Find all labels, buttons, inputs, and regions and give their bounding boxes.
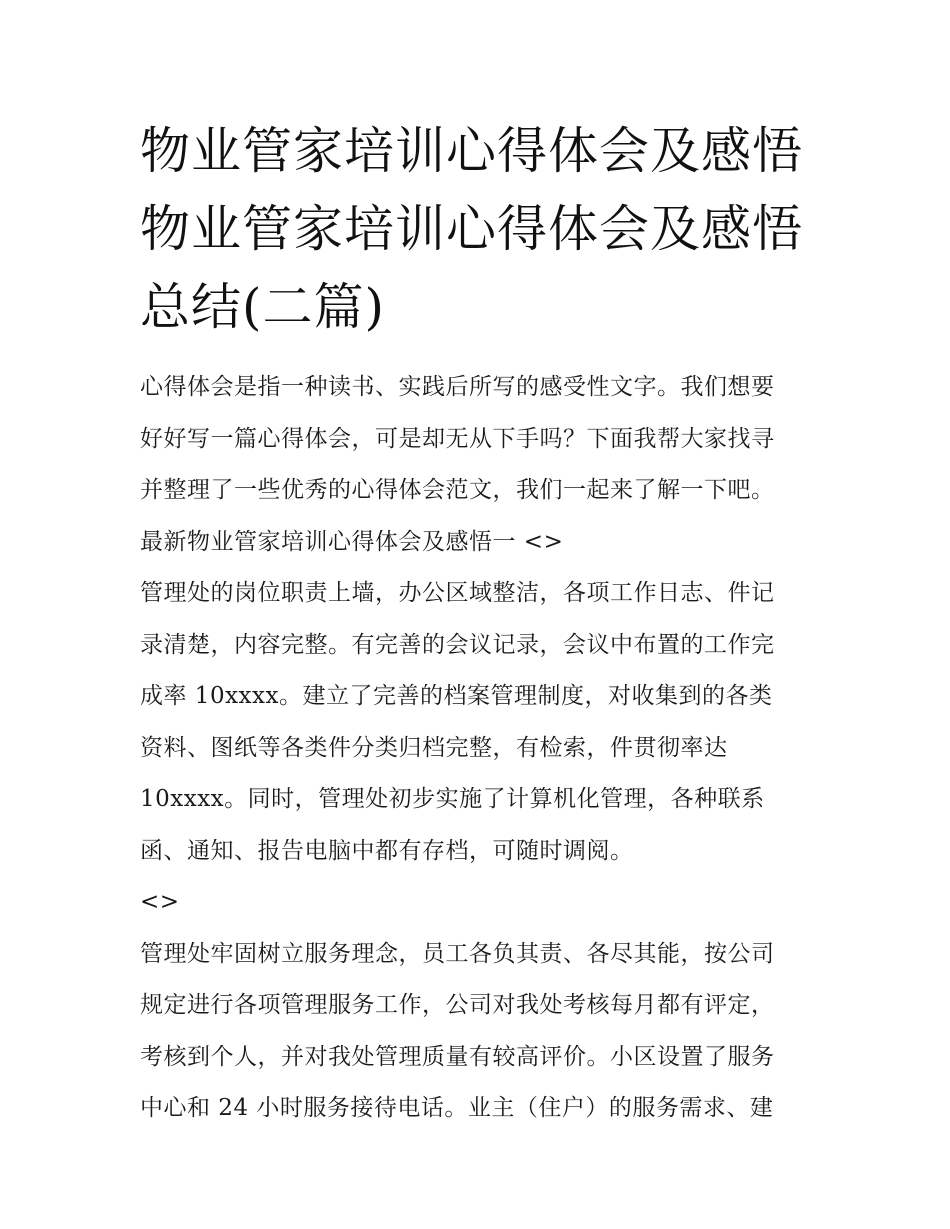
text-line: 考核到个人，并对我处管理质量有较高评价。小区设置了服务	[140, 1043, 775, 1070]
separator-marker	[140, 877, 820, 929]
section-heading	[140, 517, 820, 569]
text-line: 成率 10xxxx。建立了完善的档案管理制度，对收集到的各类	[140, 683, 773, 709]
text-line: 规定进行各项管理服务工作，公司对我处考核每月都有评定，	[140, 992, 775, 1018]
title-line: 物业管家培训心得体会及感悟	[140, 122, 803, 180]
document-body	[140, 362, 820, 1135]
text-line: 管理处的岗位职责上墙，办公区域整洁，各项工作日志、件记	[140, 580, 775, 606]
text-line: 10xxxx。同时，管理处初步实施了计算机化管理，各种联系	[140, 786, 765, 812]
text-line: 录清楚，内容完整。有完善的会议记录，会议中布置的工作完	[140, 631, 775, 658]
document-title	[140, 112, 820, 346]
paragraph-1	[140, 568, 820, 877]
document-page	[140, 112, 820, 1135]
text-line: 最新物业管家培训心得体会及感悟一 <>	[140, 528, 564, 555]
text-line: <>	[140, 889, 180, 915]
text-line: 中心和 24 小时服务接待电话。业主（住户）的服务需求、建	[140, 1095, 774, 1121]
text-line: 并整理了一些优秀的心得体会范文，我们一起来了解一下吧。	[140, 477, 775, 503]
title-line: 物业管家培训心得体会及感悟	[140, 200, 803, 258]
text-line: 好好写一篇心得体会，可是却无从下手吗？下面我帮大家找寻	[140, 425, 775, 452]
paragraph-2	[140, 929, 820, 1135]
text-line: 心得体会是指一种读书、实践后所写的感受性文字。我们想要	[140, 374, 775, 400]
text-line: 管理处牢固树立服务理念，员工各负其责、各尽其能，按公司	[140, 940, 775, 967]
text-line: 资料、图纸等各类件分类归档完整，有检索，件贯彻率达	[140, 734, 728, 761]
text-line: 函、通知、报告电脑中都有存档，可随时调阅。	[140, 837, 634, 864]
title-line: 总结(二篇)	[140, 278, 386, 336]
intro-paragraph	[140, 362, 820, 517]
